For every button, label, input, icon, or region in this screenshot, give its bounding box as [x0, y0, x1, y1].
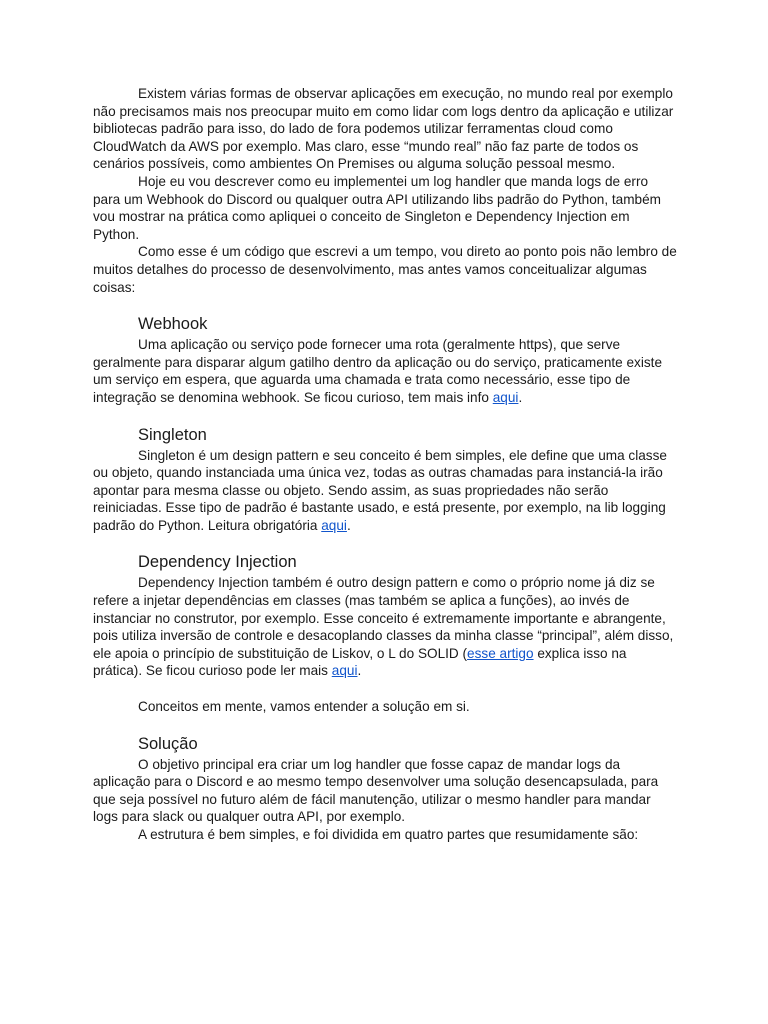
- webhook-link[interactable]: aqui: [492, 389, 519, 405]
- di-paragraph: [93, 574, 678, 680]
- di-text: Dependency Injection também é outro design pattern e como o próprio nome já diz se refere a injetar dependências em classes (mas também se aplica a funções), ao invés de instanciar no construtor, por exemplo. Esse conceito é extremamente importante e abrangente, pois utiliza inversão de controle e desacoplando classes da minha classe “principal”, além disso, ele apoia o princípio de substituição de Liskov, o L do SOLID (: [93, 575, 674, 661]
- di-more-link[interactable]: aqui: [331, 663, 358, 679]
- solucao-heading: Solução: [138, 734, 198, 753]
- intro-paragraph-2: Hoje eu vou descrever como eu implementei um log handler que manda logs de erro para um Webhook do Discord ou qualquer outra API utilizando libs padrão do Python, também vou mostrar na prática como apliquei o conceito de Singleton e Dependency Injection em Python.: [93, 173, 662, 242]
- di-closing: Conceitos em mente, vamos entender a solução em si.: [138, 699, 470, 715]
- solucao-paragraph-2: A estrutura é bem simples, e foi dividida em quatro partes que resumidamente são:: [138, 827, 639, 842]
- singleton-heading: Singleton: [138, 425, 207, 444]
- webhook-paragraph: [93, 336, 678, 406]
- di-end: .: [357, 663, 362, 679]
- di-mid: explica isso na prática). Se ficou curioso pode ler mais: [93, 645, 627, 679]
- intro-paragraph-3: Como esse é um código que escrevi a um tempo, vou direto ao ponto pois não lembro de muitos detalhes do processo de desenvolvimento, mas antes vamos conceitualizar algumas coisas:: [93, 244, 677, 295]
- singleton-end: .: [346, 517, 351, 533]
- webhook-text: Uma aplicação ou serviço pode fornecer uma rota (geralmente https), que serve geralmente para disparar algum gatilho dentro da aplicação ou do serviço, praticamente existe um serviço em espera, que aguarda uma chamada e trata como necessário, esse tipo de integração se denomina webhook. Se ficou curioso, tem mais info: [93, 337, 662, 405]
- singleton-link[interactable]: aqui: [321, 517, 347, 533]
- intro-paragraph-1: Existem várias formas de observar aplicações em execução, no mundo real por exemplo não precisamos mais nos preocupar muito em como lidar com logs dentro da aplicação e utilizar bibliotecas padrão para isso, do lado de fora podemos utilizar ferramentas cloud como CloudWatch da AWS por exemplo. Mas claro, esse “mundo real” não faz parte de todos os cenários possíveis, como ambientes On Premises ou alguma solução pessoal mesmo.: [93, 86, 674, 172]
- solucao-paragraph-1: O objetivo principal era criar um log handler que fosse capaz de mandar logs da aplicação para o Discord e ao mesmo tempo desenvolver uma solução desencapsulada, para que seja possível no futuro além de fácil manutenção, utilizar o mesmo handler para mandar logs para slack ou qualquer outra API, por exemplo.: [93, 756, 659, 825]
- di-article-link[interactable]: esse artigo: [467, 645, 534, 661]
- webhook-end: .: [518, 389, 523, 405]
- singleton-paragraph: [93, 447, 678, 535]
- webhook-heading: Webhook: [138, 315, 208, 334]
- singleton-text: Singleton é um design pattern e seu conceito é bem simples, ele define que uma classe ou objeto, quando instanciada uma única vez, todas as outras chamadas para instanciá-la irão apontar para mesma classe ou objeto. Sendo assim, as suas propriedades não serão reiniciadas. Esse tipo de padrão é bastante usado, e está presente, por exemplo, na lib logging padrão do Python. Leitura obrigatória: [93, 447, 667, 533]
- di-heading: Dependency Injection: [138, 553, 297, 572]
